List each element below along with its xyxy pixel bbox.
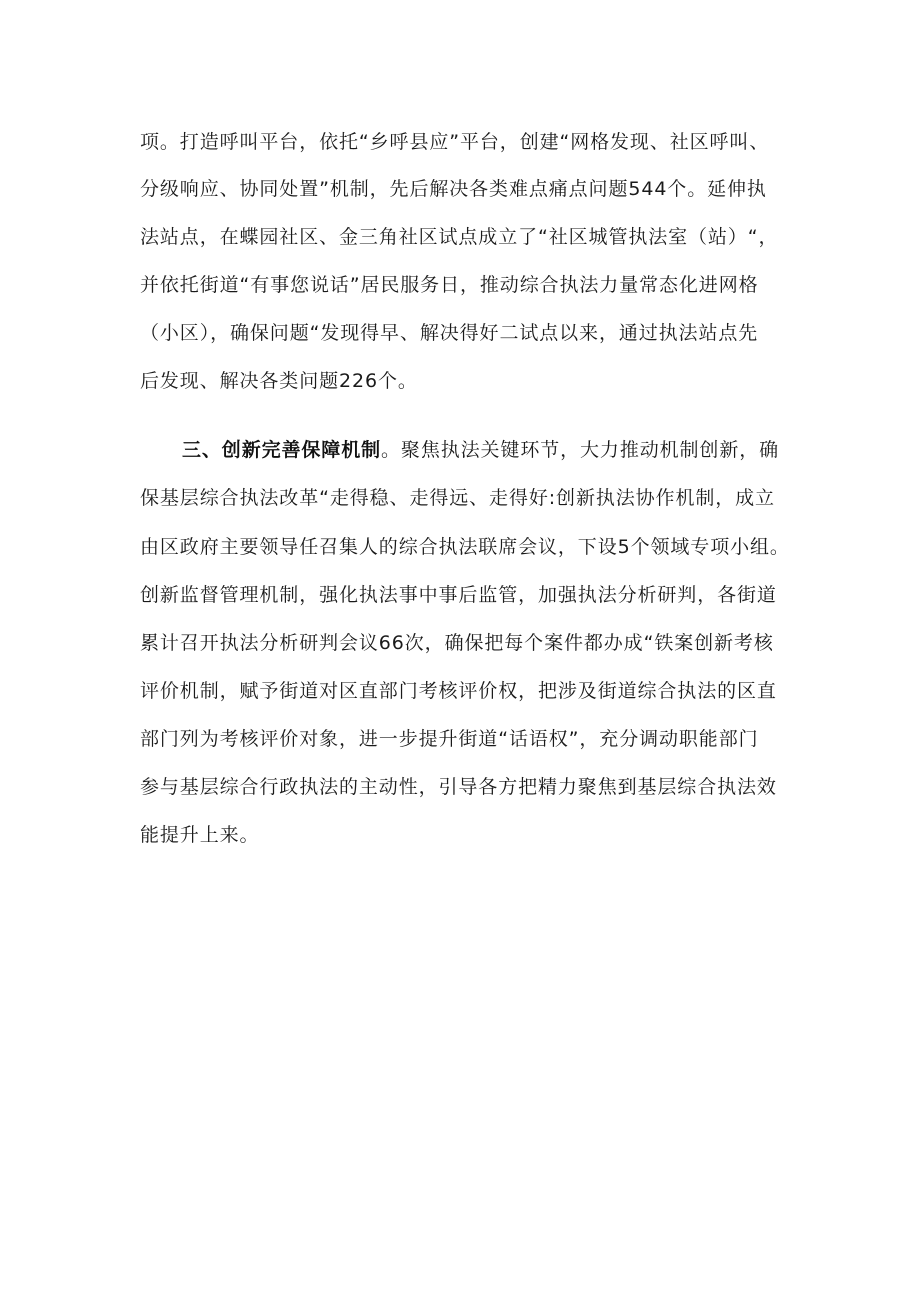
paragraph-2-line-3: 由区政府主要领导任召集人的综合执法联席会议，下设5个领域专项小组。 xyxy=(140,536,790,558)
paragraph-1-line-1: 项。打造呼叫平台，依托“乡呼县应”平台，创建“网格发现、社区呼叫、 xyxy=(140,131,770,153)
paragraph-1-line-4: 并依托街道“有事您说话”居民服务日，推动综合执法力量常态化进网格 xyxy=(140,274,759,296)
section-heading: 三、创新完善保障机制 xyxy=(182,439,382,461)
paragraph-2-line-9: 能提升上来。 xyxy=(140,824,260,846)
paragraph-2-line-7: 部门列为考核评价对象，进一步提升街道“话语权”，充分调动职能部门 xyxy=(140,728,759,750)
paragraph-2-line-2: 保基层综合执法改革“走得稳、走得远、走得好:创新执法协作机制，成立 xyxy=(140,487,775,509)
paragraph-1-line-2: 分级响应、协同处置”机制，先后解决各类难点痛点问题544个。延伸执 xyxy=(140,178,767,200)
paragraph-2-line-8: 参与基层综合行政执法的主动性，引导各方把精力聚焦到基层综合执法效 xyxy=(140,776,777,798)
paragraph-1-line-5: （小区），确保问题“发现得早、解决得好二试点以来，通过执法站点先 xyxy=(140,322,759,344)
paragraph-1-line-3: 法站点，在蝶园社区、金三角社区试点成立了“社区城管执法室（站）“， xyxy=(140,226,779,248)
paragraph-2-first-line-text: 。聚焦执法关键环节，大力推动机制创新，确 xyxy=(381,439,780,461)
paragraph-2-line-5: 累计召开执法分析研判会议66次，确保把每个案件都办成“铁案创新考核 xyxy=(140,632,774,654)
paragraph-1-line-6: 后发现、解决各类问题226个。 xyxy=(140,370,418,392)
paragraph-2-line-1 xyxy=(182,438,800,462)
paragraph-2-line-4: 创新监督管理机制，强化执法事中事后监管，加强执法分析研判，各街道 xyxy=(140,584,777,606)
paragraph-2-line-6: 评价机制，赋予街道对区直部门考核评价权，把涉及街道综合执法的区直 xyxy=(140,680,777,702)
